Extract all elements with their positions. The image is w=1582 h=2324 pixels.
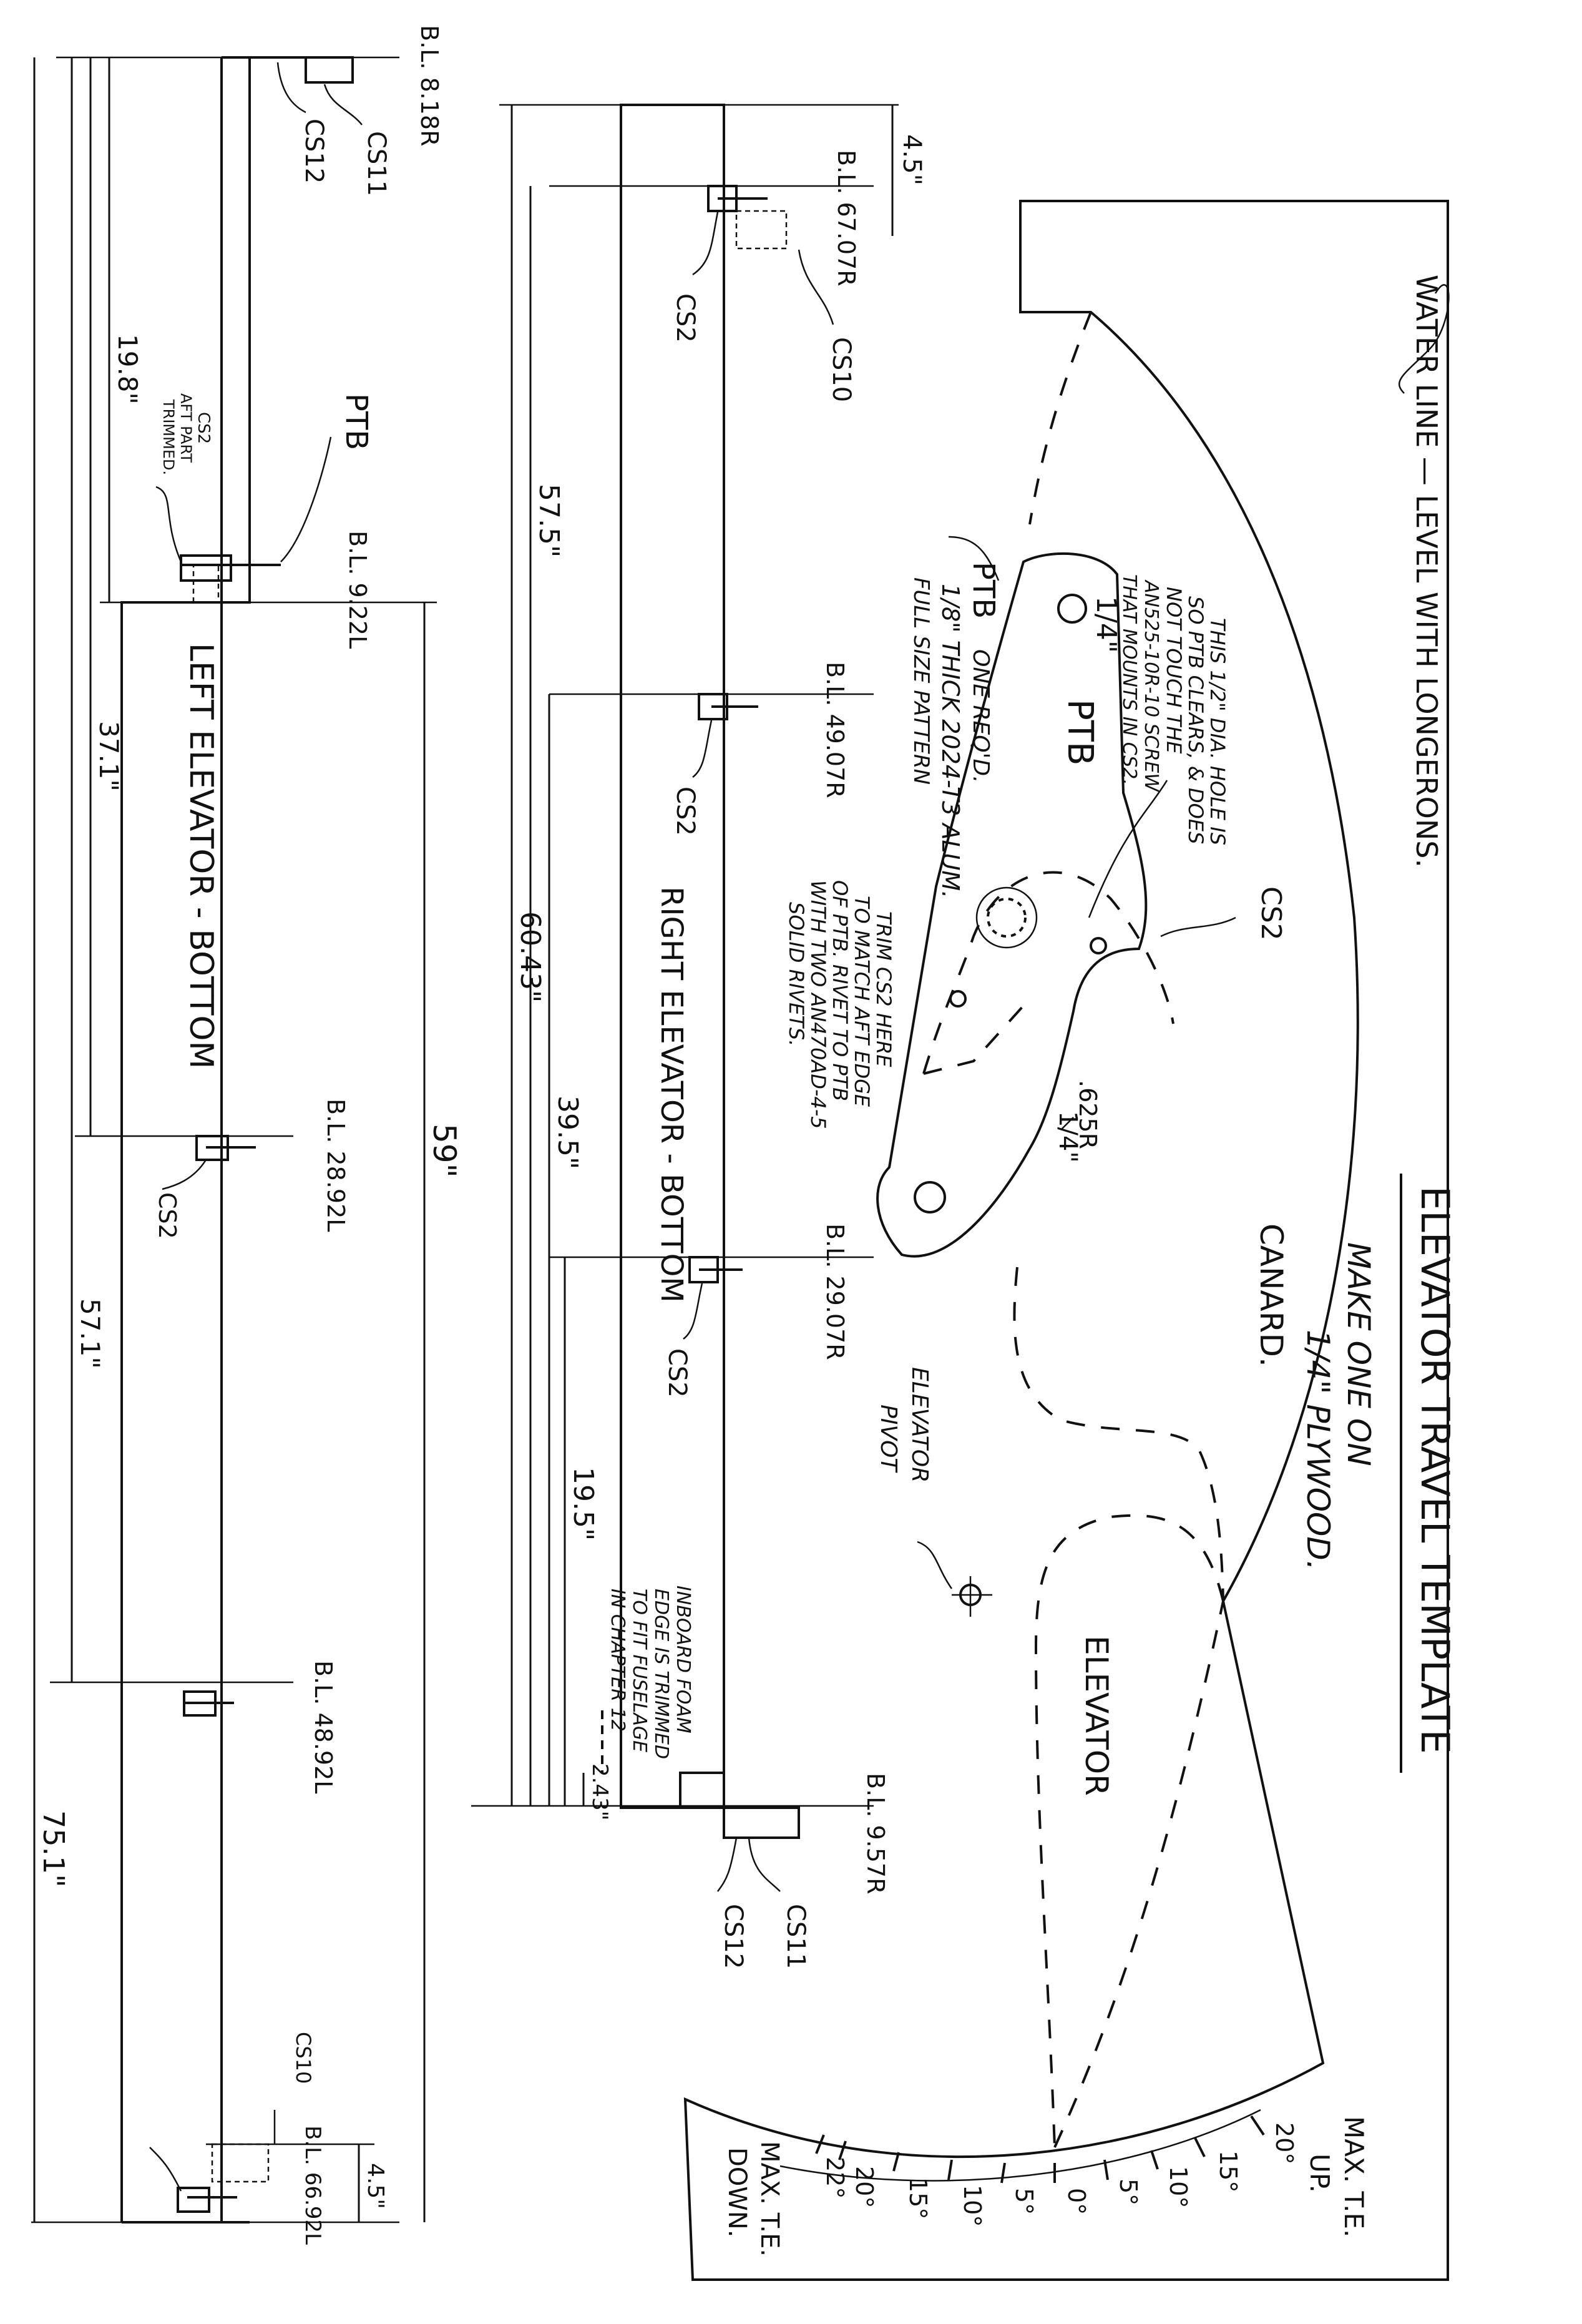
inboard-note-3: TO FIT FUSELAGE: [628, 1589, 650, 1753]
left-cs2-leader: [162, 1160, 206, 1189]
ptb-rivet-1: [1091, 938, 1106, 953]
right-station-49: B.L. 49.07R: [821, 662, 849, 798]
left-station-48: B.L. 48.92L: [310, 1660, 337, 1794]
elevator-label: ELEVATOR: [1078, 1635, 1115, 1797]
angle-zero: 0°: [1063, 2188, 1090, 2215]
max-up-label-2: UP.: [1304, 2154, 1335, 2193]
left-ptb-label: PTB: [339, 393, 374, 451]
cs2-dashed-trim: [924, 999, 1030, 1074]
cs2-dashed-profile: [924, 872, 1173, 1074]
right-hinge-cs2-low: [690, 1257, 743, 1282]
ptb-bottom-hole: [915, 1182, 945, 1212]
inboard-note-4: IN CHAPTER 12: [607, 1589, 628, 1732]
left-cs12-leader: [278, 62, 306, 112]
left-hinge-48: [184, 1692, 234, 1715]
dim-45-left: 4.5": [363, 2163, 388, 2209]
left-cs10-label: CS10: [291, 2032, 315, 2084]
inboard-note-2: EDGE IS TRIMMED: [650, 1589, 672, 1760]
canard-label: CANARD.: [1253, 1223, 1289, 1367]
make-note: MAKE ONE ON: [1340, 1242, 1377, 1466]
ptb-inner-label: PTB: [1060, 699, 1100, 766]
dim-371: 37.1": [94, 721, 124, 792]
right-inboard-step: [680, 1773, 724, 1808]
left-station-66: B.L. 66.92L: [300, 2125, 325, 2245]
angle-down-15: 15°: [904, 2177, 932, 2220]
cs2-leader: [1161, 918, 1236, 936]
dim-575: 57.5": [533, 484, 565, 558]
right-cs11-leader: [749, 1838, 780, 1891]
plywood-note: 1/4" PLYWOOD.: [1300, 1330, 1336, 1571]
pivot-label-1: ELEVATOR: [907, 1367, 932, 1483]
hole-note-1: THIS 1/2" DIA. HOLE IS: [1206, 618, 1229, 846]
left-station-9: B.L. 9.22L: [344, 531, 371, 649]
left-hinge-66: [178, 2188, 237, 2212]
left-elevator-outline: [122, 57, 353, 2222]
hole-note-5: THAT MOUNTS IN CS2.: [1118, 574, 1140, 785]
ptb-req-3: FULL SIZE PATTERN: [909, 577, 934, 785]
pivot-leader: [917, 1542, 952, 1589]
right-hinge-cs2-top: [708, 186, 768, 211]
left-cs2-note-leader: [156, 487, 181, 562]
right-cs11-cs12: [680, 1808, 799, 1838]
waterline-label: WATER LINE — LEVEL WITH LONGERONS.: [1410, 275, 1443, 868]
right-cs2-label-2: CS2: [671, 787, 700, 836]
right-cs2-label-1: CS2: [671, 293, 700, 343]
right-station-9: B.L. 9.57R: [862, 1773, 889, 1895]
dim-751: 75.1": [37, 1810, 71, 1888]
left-hinge-28: [197, 1136, 256, 1160]
angle-up-5: 5°: [1115, 2179, 1142, 2206]
right-hinge-cs2-mid: [699, 694, 758, 719]
angle-down-20: 20°: [851, 2166, 878, 2209]
right-cs2-leader-2: [693, 720, 711, 777]
ptb-dim-bottom: 1/4": [1053, 1111, 1082, 1163]
ptb-part: [784, 537, 1287, 1257]
ptb-req-2: 1/8" THICK 2024-T3 ALUM.: [937, 584, 964, 899]
angle-down-22: 22°: [821, 2157, 849, 2199]
right-station-29: B.L. 29.07R: [821, 1223, 849, 1360]
right-cs11-label: CS11: [781, 1904, 810, 1969]
dim-571: 57.1": [75, 1298, 105, 1369]
dim-395: 39.5": [552, 1096, 583, 1170]
left-cs2-note-3: TRIMMED.: [160, 400, 177, 476]
left-cs11-label: CS11: [362, 131, 391, 197]
max-down-label-2: DOWN.: [723, 2147, 751, 2238]
ptb-dim-top: 1/4": [1090, 596, 1122, 654]
angle-down-5: 5°: [1010, 2188, 1038, 2215]
right-cs12-leader: [718, 1838, 736, 1891]
right-cs10-block: [736, 211, 786, 248]
angle-up-20: 20°: [1271, 2122, 1298, 2165]
left-cs11-block: [306, 57, 353, 82]
ptb-clearance-hole: [977, 888, 1037, 948]
dim-195: 19.5": [567, 1467, 599, 1541]
ptb-req-1: ONE REQ'D.: [968, 649, 994, 783]
left-cs2-note-2: AFT PART: [177, 393, 195, 463]
trim-note-5: SOLID RIVETS.: [784, 902, 808, 1047]
trim-note-1: TRIM CS2 HERE: [872, 911, 896, 1067]
right-cs10-leader: [799, 250, 833, 325]
hole-note-4: AN525-10R-10 SCREW: [1140, 581, 1162, 792]
left-ptb-leader: [281, 437, 331, 562]
dim-243: 2.43": [587, 1763, 612, 1821]
ptb-top-hole: [1058, 595, 1086, 622]
right-cs2-label-3: CS2: [663, 1348, 691, 1398]
angle-down-10: 10°: [959, 2185, 986, 2227]
right-cs12-label: CS12: [719, 1904, 748, 1969]
trim-note-2: TO MATCH AFT EDGE: [850, 896, 874, 1107]
hole-note-2: SO PTB CLEARS, & DOES: [1184, 596, 1208, 845]
dim-45-right: 4.5": [897, 134, 926, 186]
max-down-label-1: MAX. T.E.: [755, 2141, 784, 2257]
right-cs2-leader-1: [693, 212, 718, 275]
angle-up-15: 15°: [1214, 2150, 1242, 2193]
left-cs2-label: CS2: [154, 1192, 181, 1239]
left-station-28: B.L. 28.92L: [322, 1099, 349, 1232]
max-up-label-1: MAX. T.E.: [1339, 2116, 1369, 2238]
right-station-67: B.L. 67.07R: [833, 150, 860, 287]
hole-note-3: NOT TOUCH THE: [1162, 587, 1186, 754]
right-cs10-label: CS10: [827, 337, 856, 403]
ptb-radius: .625R: [1074, 1080, 1101, 1150]
template-title: ELEVATOR TRAVEL TEMPLATE: [1412, 1186, 1458, 1754]
cs2-template-label: CS2: [1255, 886, 1287, 941]
dim-198: 19.8": [112, 334, 143, 404]
left-elevator-title: LEFT ELEVATOR - BOTTOM: [182, 643, 220, 1069]
trim-note-4: WITH TWO AN470AD-4-5: [806, 880, 830, 1129]
angle-up-10: 10°: [1165, 2166, 1192, 2209]
hole-note-leader: [1089, 780, 1167, 918]
left-station-8: B.L. 8.18R: [416, 25, 443, 147]
elevator-dashed-left: [1036, 1516, 1223, 2147]
trim-note-3: OF PTB. RIVET TO PTB: [828, 880, 852, 1102]
ptb-big-label: PTB: [966, 562, 1001, 619]
canard-dashed-lower: [1014, 1267, 1223, 1601]
left-elevator: [31, 25, 462, 2245]
left-cs11-leader: [325, 84, 362, 125]
right-elevator-title: RIGHT ELEVATOR - BOTTOM: [654, 886, 689, 1303]
inboard-note-1: INBOARD FOAM: [672, 1586, 694, 1733]
dim-6043: 60.43": [514, 911, 546, 1003]
left-root-hinge-leader: [150, 2147, 181, 2191]
left-cs12-label: CS12: [300, 119, 328, 184]
pivot-label-2: PIVOT: [876, 1405, 901, 1472]
left-cs2-note-1: CS2: [194, 412, 213, 444]
left-ptb-hinge: [181, 556, 281, 602]
canard-dashed-top: [1030, 312, 1091, 524]
dim-59: 59": [426, 1124, 462, 1178]
